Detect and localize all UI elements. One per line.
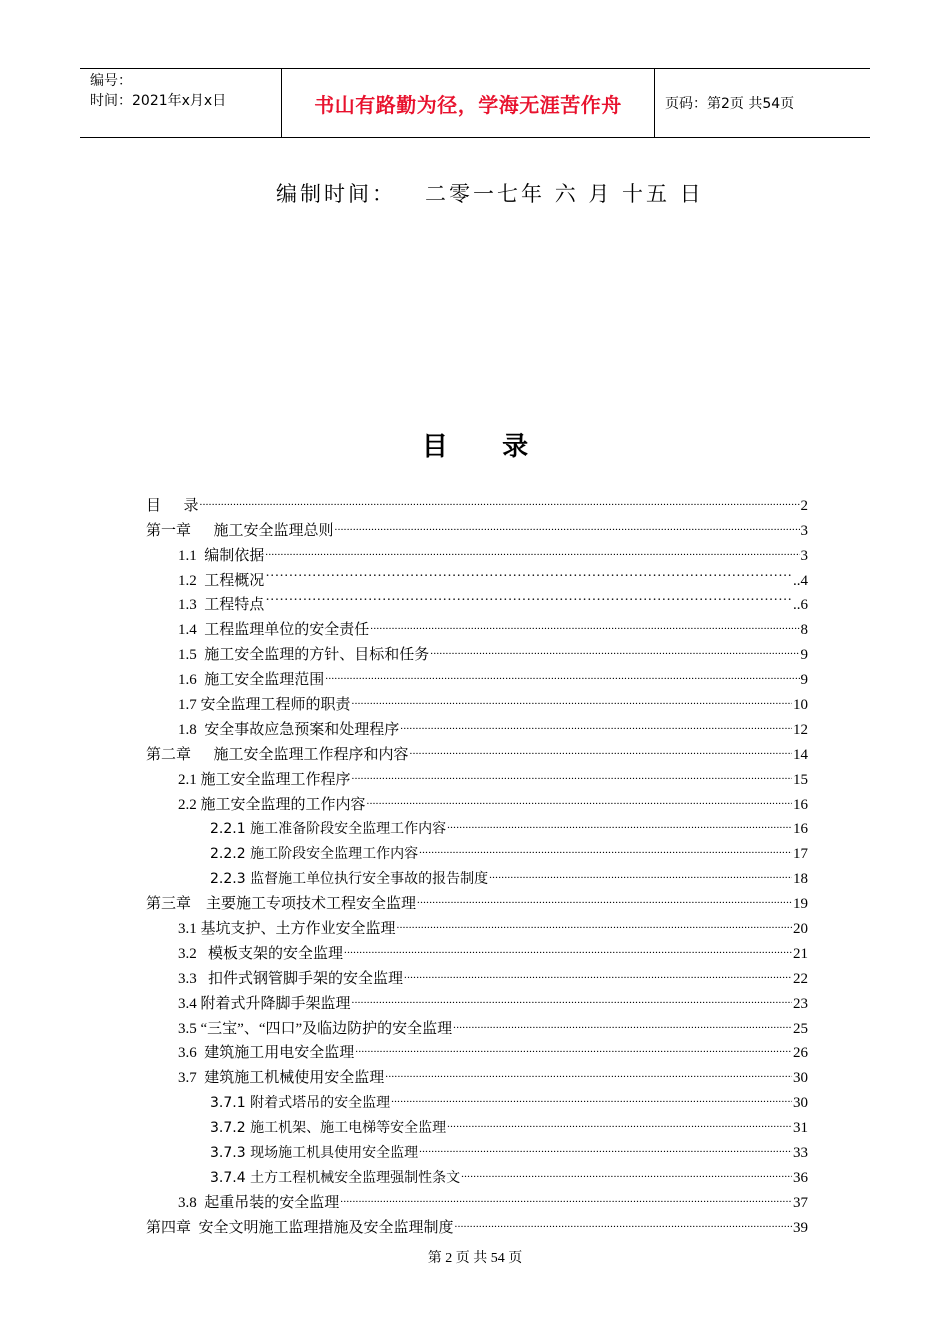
toc-leader-dots — [265, 541, 799, 562]
toc-leader-dots — [367, 790, 792, 811]
toc-leader-dots — [461, 1163, 792, 1184]
toc-entry-label: 1.8 安全事故应急预案和处理程序 — [178, 721, 400, 738]
toc-entry[interactable] — [146, 939, 808, 964]
toc-leader-dots — [419, 839, 792, 860]
toc-entry-label: 2.2.2 施工阶段安全监理工作内容 — [210, 846, 419, 863]
toc-entry[interactable] — [146, 914, 808, 939]
toc-entry[interactable] — [146, 715, 808, 740]
toc-entry[interactable] — [146, 1063, 808, 1088]
toc-entry-page: 31 — [793, 1120, 808, 1137]
toc-entry-label: 3.5 “三宝”、“四口”及临边防护的安全监理 — [178, 1020, 453, 1037]
toc-entry[interactable] — [146, 640, 808, 665]
toc-entry[interactable] — [146, 1113, 808, 1138]
toc-leader-dots — [352, 765, 792, 786]
toc-leader-dots — [397, 914, 792, 935]
toc-entry-label: 2.2.3 监督施工单位执行安全事故的报告制度 — [210, 871, 489, 888]
toc-entry[interactable] — [146, 790, 808, 815]
toc-leader-dots — [417, 889, 792, 910]
toc-entry-page: 21 — [793, 945, 808, 962]
toc-leader-dots — [447, 814, 792, 835]
toc-entry[interactable] — [146, 665, 808, 690]
toc-entry[interactable] — [146, 491, 808, 516]
toc-leader-dots — [335, 516, 800, 537]
toc-entry-page: 36 — [793, 1169, 808, 1186]
toc-entry[interactable] — [146, 1014, 808, 1039]
toc-leader-dots — [453, 1014, 792, 1035]
toc-entry-page: 33 — [793, 1145, 808, 1162]
toc-entry-page: 26 — [793, 1045, 808, 1062]
toc-leader-dots — [340, 1188, 792, 1209]
toc-entry-label: 第一章 施工安全监理总则 — [146, 522, 334, 539]
toc-entry-page: ..4 — [793, 572, 808, 589]
toc-entry-label: 1.7 安全监理工程师的职责 — [178, 697, 351, 714]
toc-entry-label: 3.8 起重吊装的安全监理 — [178, 1194, 340, 1211]
toc-entry-label: 3.7.4 土方工程机械安全监理强制性条文 — [210, 1169, 461, 1186]
toc-leader-dots — [385, 1063, 792, 1084]
toc-entry-label: 3.7.3 现场施工机具使用安全监理 — [210, 1145, 419, 1162]
toc-entry[interactable] — [146, 566, 808, 591]
toc-entry[interactable] — [146, 765, 808, 790]
toc-leader-dots — [404, 964, 792, 985]
toc-entry[interactable] — [146, 964, 808, 989]
toc-leader-dots — [355, 1038, 792, 1059]
toc-leader-dots — [430, 640, 799, 661]
toc-entry-page: 2 — [800, 497, 808, 514]
toc-leader-dots — [200, 491, 800, 512]
toc-entry-label: 3.3 扣件式钢管脚手架的安全监理 — [178, 970, 404, 987]
toc-leader-dots — [391, 1088, 792, 1109]
toc-entry-page: 37 — [793, 1194, 808, 1211]
toc-entry-label: 1.2 工程概况 — [178, 572, 265, 589]
toc-entry-label: 目 录 — [146, 497, 199, 514]
toc-title: 目 录 — [421, 432, 529, 462]
toc-entry[interactable] — [146, 989, 808, 1014]
toc-entry[interactable] — [146, 839, 808, 864]
toc-entry[interactable] — [146, 541, 808, 566]
toc-entry[interactable] — [146, 815, 808, 840]
toc-leader-dots — [419, 1138, 792, 1159]
toc-leader-dots — [352, 690, 792, 711]
table-of-contents — [146, 491, 808, 1238]
toc-entry-label: 第三章 主要施工专项技术工程安全监理 — [146, 896, 417, 913]
toc-entry-page: 10 — [793, 697, 808, 714]
toc-leader-dots — [265, 590, 792, 611]
toc-entry[interactable] — [146, 1039, 808, 1064]
toc-leader-dots — [455, 1213, 792, 1234]
toc-entry[interactable] — [146, 690, 808, 715]
toc-entry-page: 9 — [800, 672, 808, 689]
toc-entry-label: 1.5 施工安全监理的方针、目标和任务 — [178, 647, 430, 664]
toc-entry-page: 9 — [800, 647, 808, 664]
header-page-info: 页码：第2页 共54页 — [665, 96, 795, 112]
compile-time: 编制时间： 二零一七年 六 月 十五 日 — [276, 182, 704, 206]
toc-entry-label: 1.4 工程监理单位的安全责任 — [178, 622, 370, 639]
toc-entry-page: 16 — [793, 821, 808, 838]
toc-leader-dots — [410, 740, 792, 761]
toc-entry-label: 3.4 附着式升降脚手架监理 — [178, 995, 351, 1012]
toc-entry-label: 3.1 基坑支护、土方作业安全监理 — [178, 921, 396, 938]
toc-entry-page: 17 — [793, 846, 808, 863]
toc-entry-label: 第二章 施工安全监理工作程序和内容 — [146, 746, 409, 763]
toc-entry-page: 3 — [800, 522, 808, 539]
header-time-label: 时间：2021年x月x日 — [90, 93, 227, 109]
toc-entry-page: 39 — [793, 1219, 808, 1236]
page-footer: 第 2 页 共 54 页 — [427, 1251, 523, 1266]
toc-entry-page: 15 — [793, 771, 808, 788]
toc-entry-label: 2.1 施工安全监理工作程序 — [178, 771, 351, 788]
toc-entry-label: 3.7.1 附着式塔吊的安全监理 — [210, 1095, 391, 1112]
header-number-label: 编号： — [90, 73, 132, 89]
toc-entry[interactable] — [146, 591, 808, 616]
toc-entry[interactable] — [146, 1213, 808, 1238]
toc-leader-dots — [489, 864, 792, 885]
toc-entry-label: 1.1 编制依据 — [178, 547, 265, 564]
toc-entry-page: 20 — [793, 921, 808, 938]
toc-entry-page: 18 — [793, 871, 808, 888]
toc-leader-dots — [352, 989, 792, 1010]
toc-leader-dots — [325, 665, 799, 686]
toc-entry-page: 23 — [793, 995, 808, 1012]
toc-entry-page: 30 — [793, 1095, 808, 1112]
toc-entry-label: 2.2.1 施工准备阶段安全监理工作内容 — [210, 821, 447, 838]
toc-entry-label: 3.7.2 施工机架、施工电梯等安全监理 — [210, 1120, 447, 1137]
toc-leader-dots — [447, 1113, 792, 1134]
toc-leader-dots — [400, 715, 792, 736]
toc-entry-page: 14 — [793, 746, 808, 763]
toc-leader-dots — [344, 939, 792, 960]
toc-entry-page: 16 — [793, 796, 808, 813]
toc-entry[interactable] — [146, 1188, 808, 1213]
page-header — [80, 68, 870, 138]
toc-entry[interactable] — [146, 516, 808, 541]
toc-leader-dots — [265, 566, 792, 587]
toc-entry-page: 19 — [793, 896, 808, 913]
toc-entry[interactable] — [146, 889, 808, 914]
toc-entry-label: 2.2 施工安全监理的工作内容 — [178, 796, 366, 813]
toc-entry[interactable] — [146, 1088, 808, 1113]
toc-entry-page: ..6 — [793, 597, 808, 614]
toc-entry-page: 25 — [793, 1020, 808, 1037]
toc-entry-page: 3 — [800, 547, 808, 564]
toc-entry[interactable] — [146, 1138, 808, 1163]
toc-entry-label: 1.3 工程特点 — [178, 597, 265, 614]
toc-entry-label: 第四章 安全文明施工监理措施及安全监理制度 — [146, 1219, 454, 1236]
toc-entry-page: 22 — [793, 970, 808, 987]
header-motto: 书山有路勤为径，学海无涯苦作舟 — [282, 69, 655, 137]
toc-leader-dots — [370, 615, 799, 636]
toc-entry-label: 1.6 施工安全监理范围 — [178, 672, 325, 689]
toc-entry[interactable] — [146, 615, 808, 640]
toc-entry[interactable] — [146, 864, 808, 889]
header-meta — [80, 69, 282, 137]
toc-entry-label: 3.2 模板支架的安全监理 — [178, 945, 344, 962]
toc-entry-page: 8 — [800, 622, 808, 639]
toc-entry-page: 30 — [793, 1070, 808, 1087]
toc-entry-page: 12 — [793, 721, 808, 738]
toc-entry-label: 3.7 建筑施工机械使用安全监理 — [178, 1070, 385, 1087]
toc-entry[interactable] — [146, 1163, 808, 1188]
toc-entry-label: 3.6 建筑施工用电安全监理 — [178, 1045, 355, 1062]
toc-entry[interactable] — [146, 740, 808, 765]
